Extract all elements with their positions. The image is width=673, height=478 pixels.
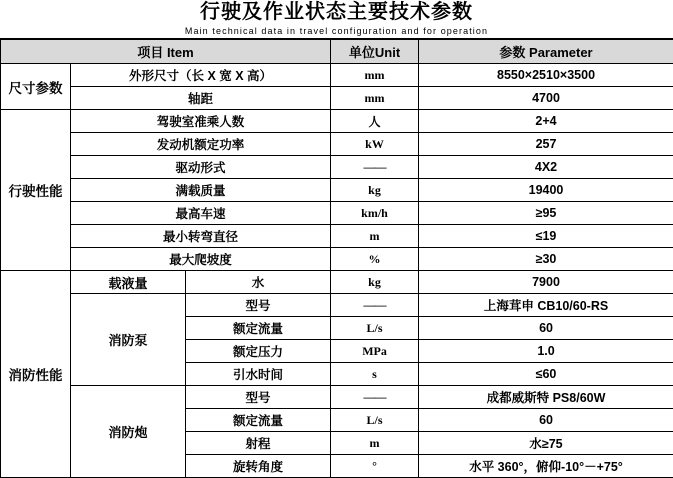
row-value: 8550×2510×3500 [419, 64, 673, 87]
row-unit: MPa [331, 340, 419, 363]
row-label: 最大爬坡度 [71, 248, 331, 271]
row-value: 4700 [419, 87, 673, 110]
table-row [1, 64, 673, 87]
row-unit: —— [331, 386, 419, 409]
table-row [1, 156, 673, 179]
row-value: 2+4 [419, 110, 673, 133]
row-unit: kW [331, 133, 419, 156]
row-label: 驾驶室准乘人数 [71, 110, 331, 133]
subgroup-label-monitor: 消防炮 [71, 386, 186, 478]
subgroup-label-liquid: 载液量 [71, 271, 186, 294]
table-row [1, 133, 673, 156]
title-block [0, 0, 673, 39]
table-row [1, 271, 673, 294]
row-value: 19400 [419, 179, 673, 202]
header-parameter: 参数 Parameter [419, 40, 673, 64]
header-item: 项目 Item [1, 40, 331, 64]
subgroup-label-pump: 消防泵 [71, 294, 186, 386]
row-value: 上海茸申 CB10/60-RS [419, 294, 673, 317]
header-unit: 单位Unit [331, 40, 419, 64]
row-label: 旋转角度 [186, 455, 331, 478]
row-value: 60 [419, 317, 673, 340]
row-value: 水≥75 [419, 432, 673, 455]
row-label: 额定流量 [186, 409, 331, 432]
row-unit: m [331, 225, 419, 248]
row-unit: km/h [331, 202, 419, 225]
row-value: ≥95 [419, 202, 673, 225]
row-unit: ° [331, 455, 419, 478]
table-row [1, 294, 673, 317]
row-value: 1.0 [419, 340, 673, 363]
row-unit: 人 [331, 110, 419, 133]
row-label: 水 [186, 271, 331, 294]
table-row [1, 110, 673, 133]
row-label: 引水时间 [186, 363, 331, 386]
row-unit: s [331, 363, 419, 386]
row-label: 外形尺寸（长 X 宽 X 高） [71, 64, 331, 87]
row-unit: m [331, 432, 419, 455]
row-unit: kg [331, 271, 419, 294]
row-value: 成都威斯特 PS8/60W [419, 386, 673, 409]
group-label-dimension: 尺寸参数 [1, 64, 71, 110]
row-value: ≥30 [419, 248, 673, 271]
table-header-row [1, 40, 673, 64]
group-label-firefighting: 消防性能 [1, 271, 71, 478]
table-row [1, 202, 673, 225]
table-row [1, 225, 673, 248]
row-label: 轴距 [71, 87, 331, 110]
row-unit: L/s [331, 317, 419, 340]
table-row [1, 87, 673, 110]
row-label: 最高车速 [71, 202, 331, 225]
row-unit: —— [331, 156, 419, 179]
row-unit: mm [331, 87, 419, 110]
table-row [1, 386, 673, 409]
row-label: 发动机额定功率 [71, 133, 331, 156]
group-label-performance: 行驶性能 [1, 110, 71, 271]
row-label: 满载质量 [71, 179, 331, 202]
row-unit: % [331, 248, 419, 271]
row-value: 水平 360°，俯仰-10°－+75° [419, 455, 673, 478]
row-value: 7900 [419, 271, 673, 294]
row-unit: L/s [331, 409, 419, 432]
row-value: 257 [419, 133, 673, 156]
row-label: 射程 [186, 432, 331, 455]
table-row [1, 179, 673, 202]
row-label: 型号 [186, 386, 331, 409]
row-value: 60 [419, 409, 673, 432]
row-label: 最小转弯直径 [71, 225, 331, 248]
row-value: ≤60 [419, 363, 673, 386]
page-subtitle: Main technical data in travel configuration and for operation [185, 25, 488, 38]
row-unit: mm [331, 64, 419, 87]
row-label: 额定流量 [186, 317, 331, 340]
table-row [1, 248, 673, 271]
row-unit: kg [331, 179, 419, 202]
row-label: 驱动形式 [71, 156, 331, 179]
row-label: 额定压力 [186, 340, 331, 363]
row-value: ≤19 [419, 225, 673, 248]
specs-table [0, 39, 673, 478]
row-label: 型号 [186, 294, 331, 317]
page-title: 行驶及作业状态主要技术参数 [200, 0, 473, 24]
row-value: 4X2 [419, 156, 673, 179]
row-unit: —— [331, 294, 419, 317]
